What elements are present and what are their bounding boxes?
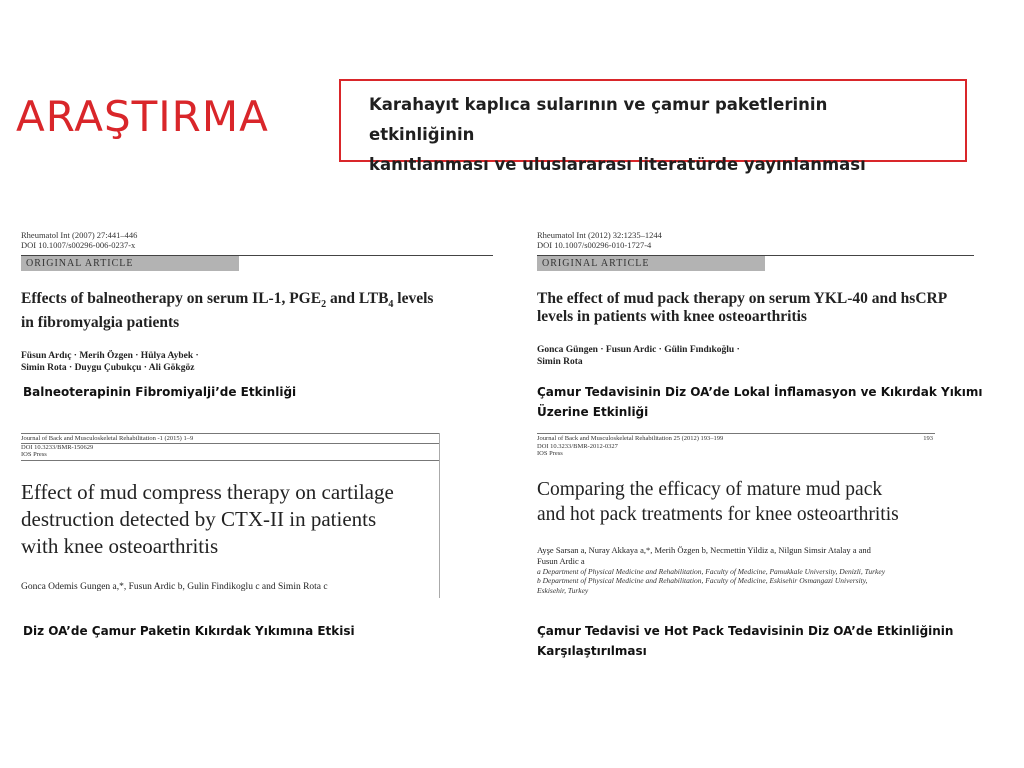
divider [537,433,935,434]
title-subscript: 4 [388,299,394,311]
caption-line-2: Karşılaştırılması [537,644,647,658]
journal-meta: Rheumatol Int (2012) 32:1235–1244 [537,230,662,240]
caption-article-4 [537,621,953,661]
meta-block [537,435,935,443]
authors-line-2: Simin Rota [537,357,583,367]
title-subscript: 2 [321,299,327,311]
divider [439,433,440,598]
article-type-banner: ORIGINAL ARTICLE [537,256,765,271]
page-title: ARAŞTIRMA [16,92,269,141]
subtitle-box [339,79,967,174]
page-number: 193 [923,435,933,442]
doi: DOI 10.3233/BMR-2012-0327 [537,442,618,450]
publisher: IOS Press [21,451,47,458]
article-title [21,479,439,560]
affiliations [537,567,935,596]
journal-meta: Journal of Back and Musculoskeletal Rehabilitation 25 (2012) 193–199 [537,435,724,442]
authors-line-1: Ayşe Sarsan a, Nuray Akkaya a,*, Merih Özgen b, Necmettin Yildiz a, Nilgun Simsir Atalay a and [537,544,871,555]
affiliation-1: a Department of Physical Medicine and Rehabilitation, Faculty of Medicine, Pamukkale University, Denizli, Turkey [537,566,886,576]
title-line-1: Comparing the efficacy of mature mud pack [537,478,883,500]
publisher: IOS Press [537,450,563,457]
title-line-2: levels in patients with knee osteoarthritis [537,308,807,325]
title-line-3: with knee osteoarthritis [21,533,219,558]
doi: DOI 10.3233/BMR-150629 [21,443,94,451]
doi: DOI 10.1007/s00296-006-0237-x [21,240,136,250]
journal-meta: Journal of Back and Musculoskeletal Rehabilitation -1 (2015) 1–9 [21,435,194,442]
caption-article-2 [537,382,983,422]
authors [21,350,493,374]
caption-article-1: Balneoterapinin Fibromiyalji’de Etkinliği [23,385,297,399]
authors-line-2: Simin Rota · Duygu Çubukçu · Ali Gökgöz [21,363,195,374]
title-part: levels [393,290,434,307]
article-1 [21,230,493,374]
affiliation-2: b Department of Physical Medicine and Rehabilitation, Faculty of Medicine, Eskisehir Osmangazi University, [537,576,868,585]
title-line-1: The effect of mud pack therapy on serum YKL-40 and hsCRP [537,290,948,307]
caption-article-3: Diz OA’de Çamur Paketin Kıkırdak Yıkımına Etkisi [23,624,355,638]
title-line-2: and hot pack treatments for knee osteoarthritis [537,503,899,525]
subtitle-line-2: kanıtlanması ve uluslararası literatürde yayınlanması [369,155,866,174]
authors-line-1: Gonca Güngen · Fusun Ardic · Gülin Fındıkoğlu · [537,345,740,355]
caption-line-2: Üzerine Etkinliği [537,405,649,419]
caption-line-1: Çamur Tedavisinin Diz OA’de Lokal İnflamasyon ve Kıkırdak Yıkımı [537,385,983,399]
article-3 [21,433,439,592]
journal-meta: Rheumatol Int (2007) 27:441–446 [21,230,138,240]
title-line-1: Effect of mud compress therapy on cartilage [21,479,394,504]
divider [21,255,493,256]
article-title [537,290,974,326]
article-title [537,477,935,527]
title-part: and LTB [326,290,389,307]
article-2 [537,230,974,368]
doi: DOI 10.1007/s00296-010-1727-4 [537,240,652,250]
authors [537,344,974,368]
title-part: Effects of balneotherapy on serum IL-1, PGE [21,290,322,307]
divider [21,433,439,434]
divider [21,460,439,461]
authors-line-2: Fusun Ardic a [537,555,585,566]
title-line-2: destruction detected by CTX-II in patients [21,506,377,531]
subtitle-line-1: Karahayıt kaplıca sularının ve çamur paketlerinin etkinliğinin [369,95,828,144]
article-type-banner: ORIGINAL ARTICLE [21,256,239,271]
article-title [21,290,493,332]
article-4 [537,433,935,595]
authors: Gonca Odemis Gungen a,*, Fusun Ardic b, Gulin Findikoglu c and Simin Rota c [21,581,328,592]
divider [537,255,974,256]
caption-line-1: Çamur Tedavisi ve Hot Pack Tedavisinin Diz OA’de Etkinliğinin [537,624,954,638]
authors-line-1: Füsun Ardıç · Merih Özgen · Hülya Aybek · [21,351,199,362]
title-line-2: in fibromyalgia patients [21,314,180,332]
authors [537,545,935,567]
affiliation-3: Eskisehir, Turkey [537,585,589,595]
